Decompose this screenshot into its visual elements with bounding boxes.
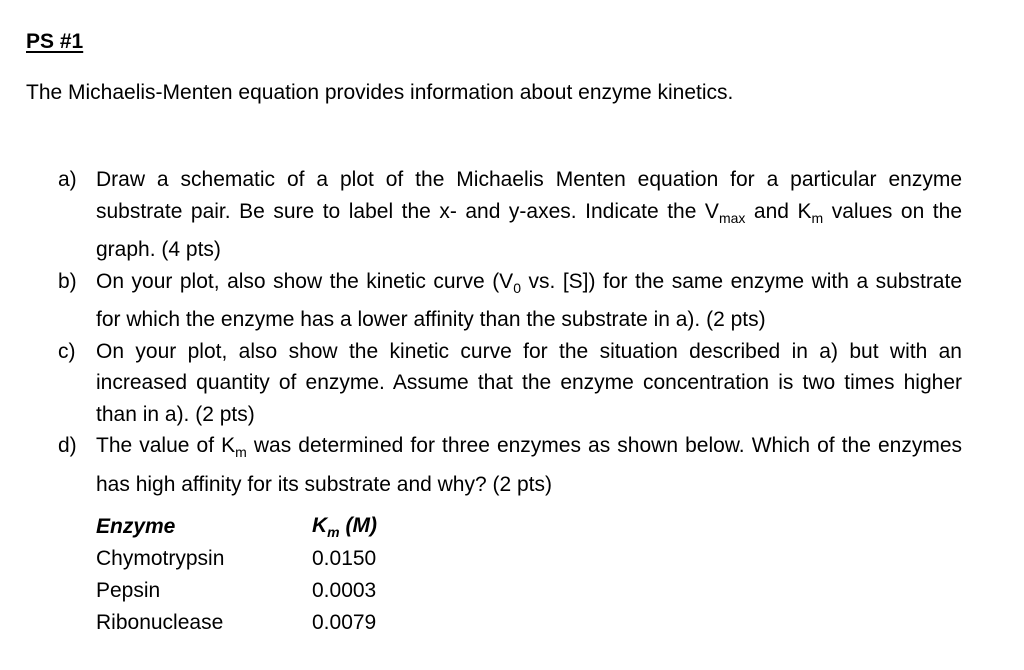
intro-text: The Michaelis-Menten equation provides information about enzyme kinetics.	[26, 81, 734, 104]
question-text: The value of K	[96, 434, 236, 458]
km-column-header	[312, 511, 377, 543]
problem-set-heading: PS #1	[26, 30, 84, 53]
question-text: was determined for three enzymes as shown below. Which of the enzymes has high affinity for its substrate and why? (2 pts)	[96, 434, 962, 497]
question-marker: a)	[58, 168, 77, 191]
table-header-row	[96, 511, 377, 543]
subscript: m	[811, 209, 824, 226]
question-list	[58, 164, 962, 501]
question-a	[58, 164, 962, 266]
km-header-subscript: m	[327, 524, 340, 541]
question-d	[58, 430, 962, 500]
km-value-cell: 0.0003	[312, 579, 377, 602]
table-row	[96, 607, 377, 639]
question-text: vs. [S]) for the same enzyme with a substrate for which the enzyme has a lower affinity than the substrate in a). (2 pts)	[96, 269, 963, 332]
question-text: On your plot, also show the kinetic curve (V	[96, 269, 514, 293]
enzyme-name-cell: Chymotrypsin	[96, 547, 225, 570]
question-b	[58, 266, 962, 336]
km-header-letter: K	[312, 513, 328, 537]
subscript: 0	[513, 279, 521, 296]
table-row	[96, 543, 377, 575]
subscript: max	[718, 209, 746, 226]
km-value-cell: 0.0079	[312, 611, 377, 634]
enzyme-name-cell: Ribonuclease	[96, 611, 224, 634]
question-marker: d)	[58, 434, 77, 458]
enzyme-name-cell: Pepsin	[96, 579, 161, 602]
km-header-unit: (M)	[339, 513, 377, 537]
question-c	[58, 336, 962, 431]
question-text: On your plot, also show the kinetic curve for the situation described in a) but with an increased quantity of enzyme. Assume that the enzyme concentration is two times higher than in a). (2 pts)	[96, 339, 962, 426]
question-text: and K	[745, 199, 812, 223]
subscript: m	[235, 444, 247, 461]
table-row	[96, 575, 377, 607]
enzyme-column-header: Enzyme	[96, 515, 176, 538]
question-text: values on the graph. (4 pts)	[96, 199, 962, 262]
question-marker: b)	[58, 269, 77, 293]
question-marker: c)	[58, 339, 76, 363]
km-value-cell: 0.0150	[312, 547, 377, 570]
km-values-table	[96, 511, 377, 639]
question-text: Draw a schematic of a plot of the Michaelis Menten equation for a particular enzyme substrate pair. Be sure to label the x- and y-axes. Indicate the V	[96, 168, 962, 223]
